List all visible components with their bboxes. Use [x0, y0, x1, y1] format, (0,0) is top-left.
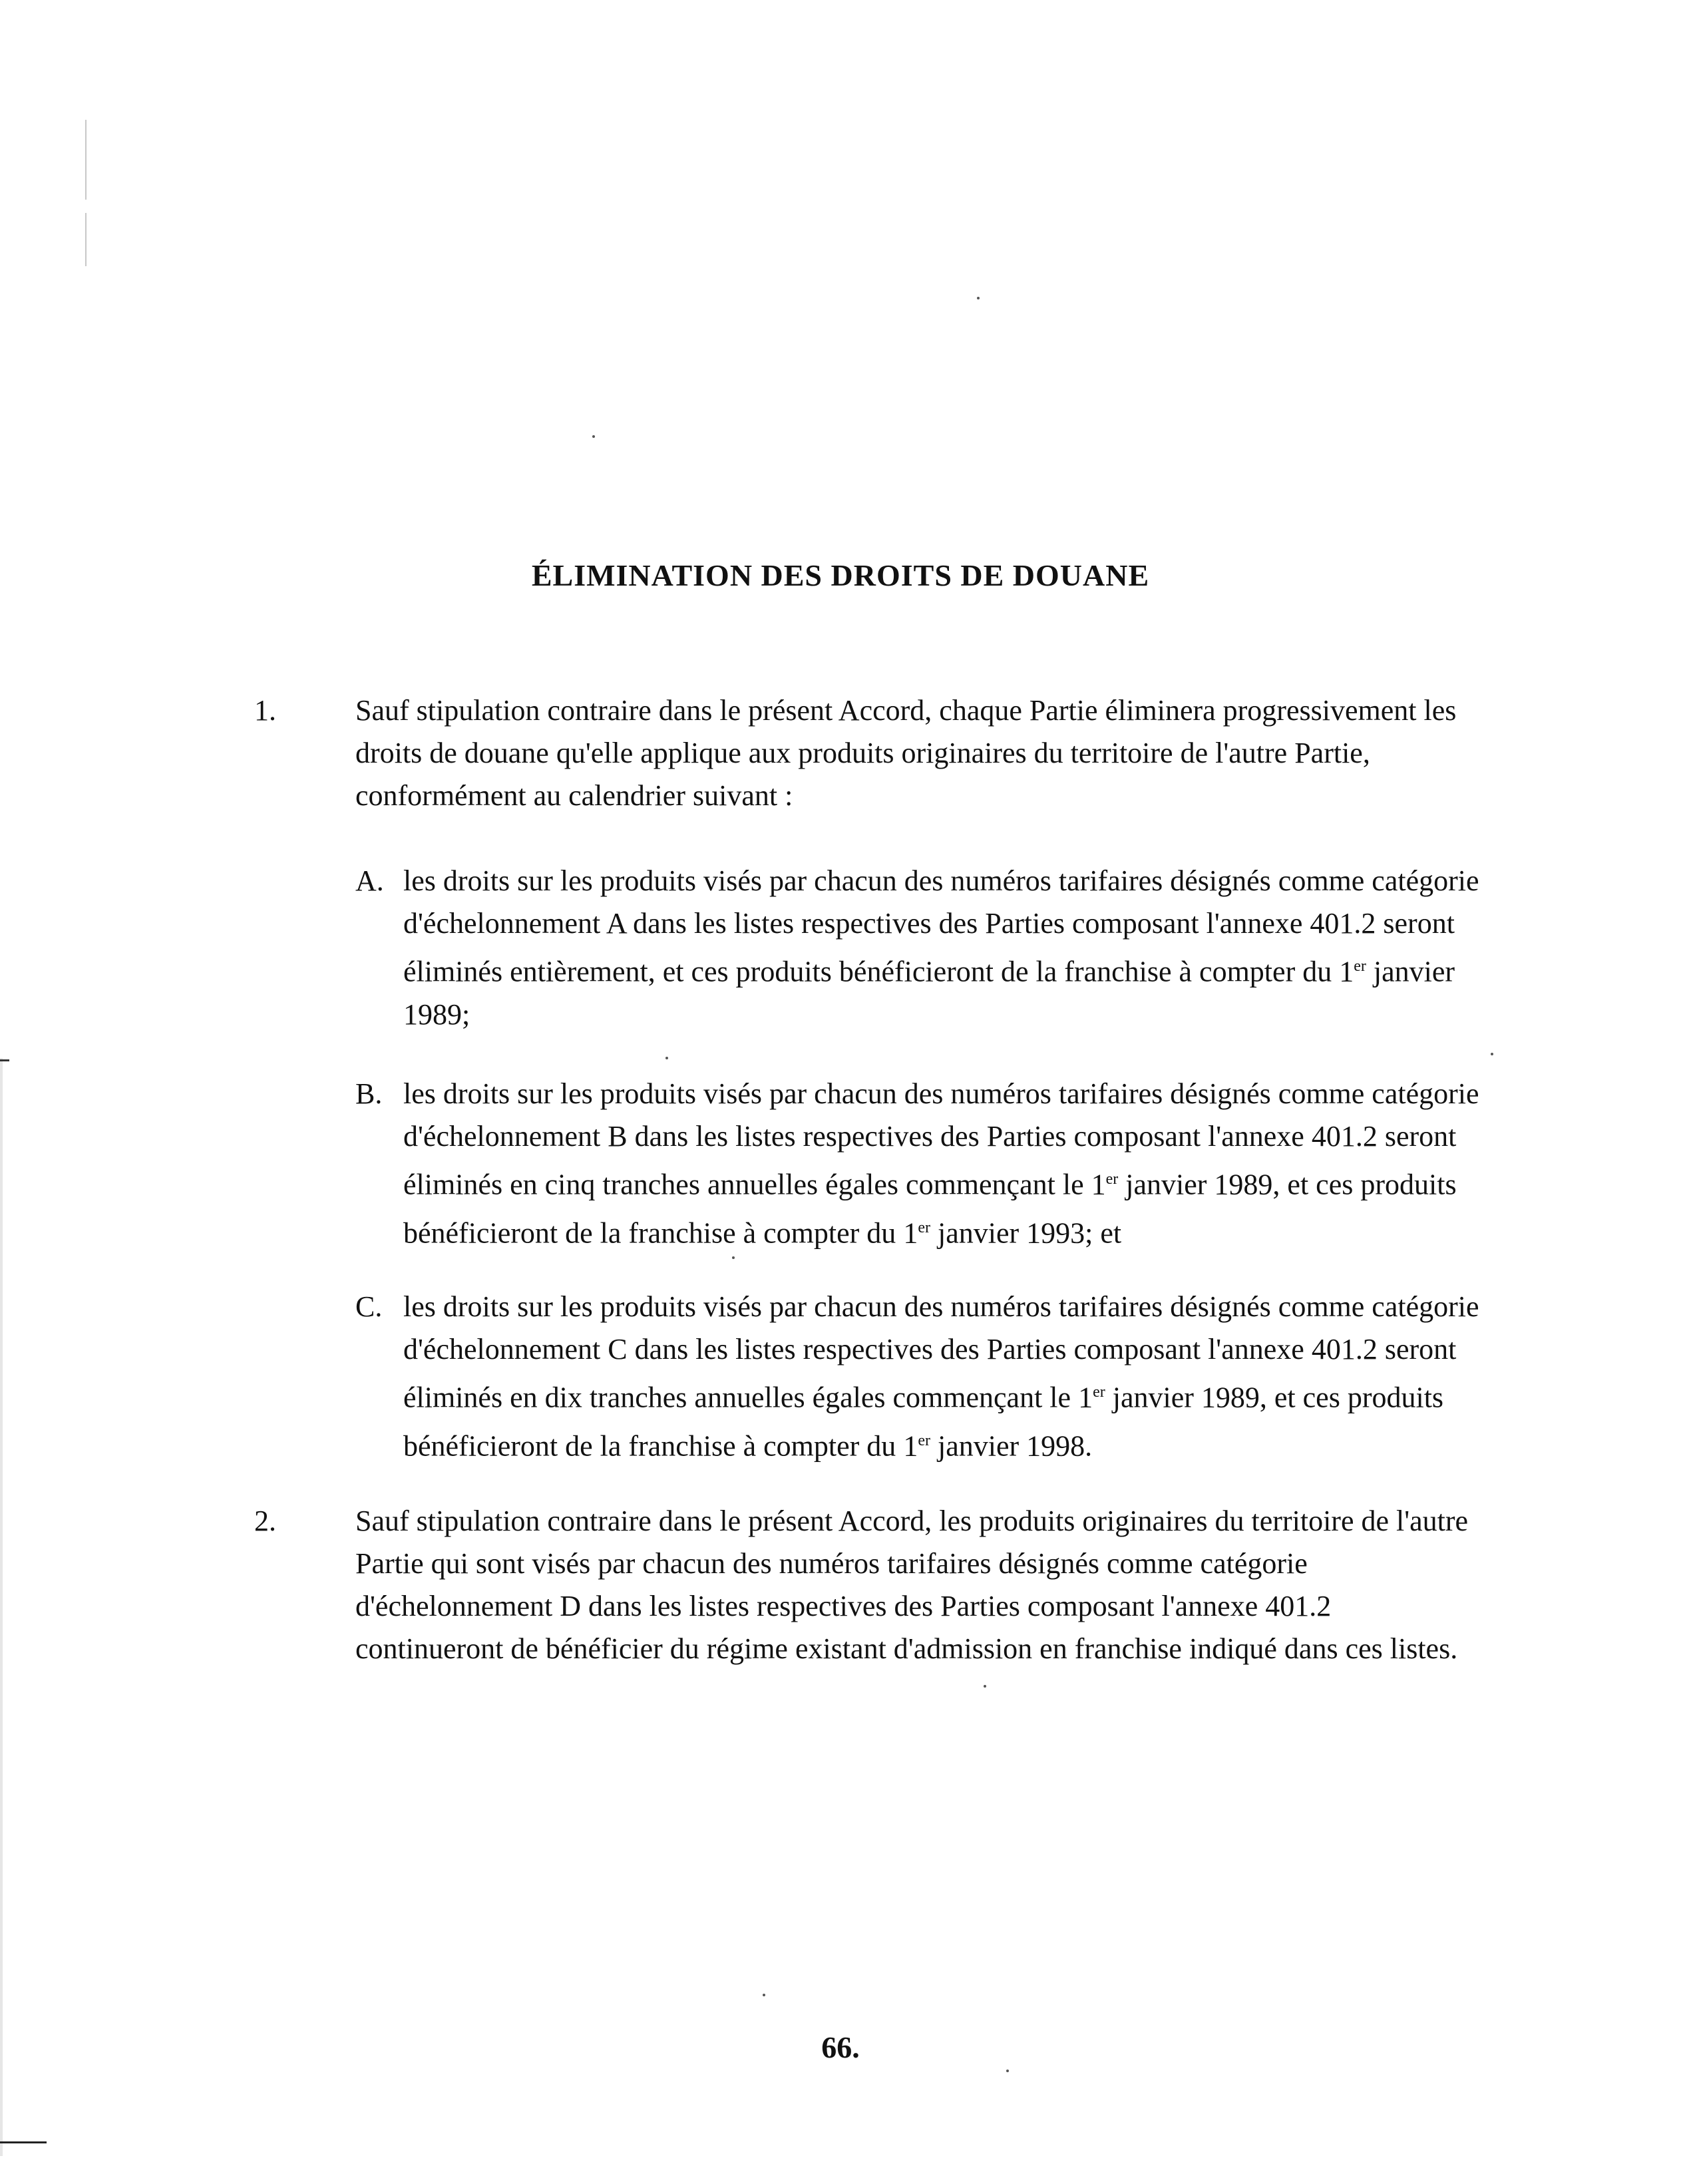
item-line: d'échelonnement B dans les listes respectives des Parties composant l'annexe 401.2 seront [403, 1120, 1457, 1153]
ordinal-superscript: er [1105, 1171, 1119, 1188]
item-line: bénéficieront de la franchise à compter du 1er janvier 1993; et [403, 1216, 1122, 1250]
item-line: éliminés en cinq tranches annuelles égales commençant le 1er janvier 1989, et ces produits [403, 1168, 1457, 1201]
paragraph-line: conformément au calendrier suivant : [355, 779, 793, 812]
scan-speck [732, 1256, 735, 1259]
paragraph-line: droits de douane qu'elle applique aux produits originaires du territoire de l'autre Partie, [355, 737, 1370, 769]
list-item-b [403, 1073, 1608, 1254]
scan-speck [984, 1685, 986, 1688]
list-item-c [403, 1286, 1608, 1467]
item-line: 1989; [403, 998, 470, 1031]
paragraph-line: d'échelonnement D dans les listes respectives des Parties composant l'annexe 401.2 [355, 1590, 1332, 1622]
item-letter: B. [355, 1077, 383, 1110]
item-letter: C. [355, 1290, 383, 1323]
scan-edge-mark [0, 2141, 47, 2143]
paragraph-number: 1. [254, 694, 276, 727]
paragraph-number: 2. [254, 1505, 276, 1537]
item-line: éliminés entièrement, et ces produits bénéficieront de la franchise à compter du 1er janvier [403, 955, 1455, 988]
paragraph-line: continueront de bénéficier du régime existant d'admission en franchise indiqué dans ces listes. [355, 1632, 1458, 1665]
paragraph-2 [355, 1500, 1606, 1670]
document-title: ÉLIMINATION DES DROITS DE DOUANE [531, 558, 1150, 592]
scan-speck [763, 1994, 765, 1996]
scan-speck [977, 297, 980, 299]
scan-edge-line [85, 213, 87, 266]
scan-speck [1006, 2070, 1009, 2072]
paragraph-line: Sauf stipulation contraire dans le présent Accord, chaque Partie éliminera progressivement les [355, 694, 1457, 727]
item-line: les droits sur les produits visés par chacun des numéros tarifaires désignés comme catégorie [403, 1077, 1479, 1110]
list-item-a [403, 860, 1608, 1036]
ordinal-superscript: er [918, 1218, 930, 1236]
page-number: 66. [821, 2030, 860, 2064]
item-letter: A. [355, 864, 384, 897]
paragraph-1 [355, 689, 1606, 817]
scan-edge-line [85, 120, 87, 200]
paragraph-line: Sauf stipulation contraire dans le présent Accord, les produits originaires du territoire de l'autre [355, 1505, 1469, 1537]
scan-speck [1491, 1053, 1493, 1055]
scan-edge-shadow [0, 1058, 3, 2156]
scan-speck [592, 435, 595, 438]
paragraph-line: Partie qui sont visés par chacun des numéros tarifaires désignés comme catégorie [355, 1547, 1308, 1580]
item-line: bénéficieront de la franchise à compter du 1er janvier 1998. [403, 1429, 1093, 1463]
item-line: éliminés en dix tranches annuelles égales commençant le 1er janvier 1989, et ces produits [403, 1381, 1444, 1414]
scan-edge-mark [0, 1059, 9, 1061]
item-line: d'échelonnement A dans les listes respectives des Parties composant l'annexe 401.2 seront [403, 907, 1455, 940]
ordinal-superscript: er [918, 1431, 930, 1449]
ordinal-superscript: er [1354, 958, 1366, 975]
item-line: les droits sur les produits visés par chacun des numéros tarifaires désignés comme catégorie [403, 864, 1479, 897]
item-line: les droits sur les produits visés par chacun des numéros tarifaires désignés comme catégorie [403, 1290, 1479, 1323]
ordinal-superscript: er [1093, 1383, 1105, 1401]
scan-speck [665, 1057, 668, 1059]
item-line: d'échelonnement C dans les listes respectives des Parties composant l'annexe 401.2 seront [403, 1333, 1457, 1365]
